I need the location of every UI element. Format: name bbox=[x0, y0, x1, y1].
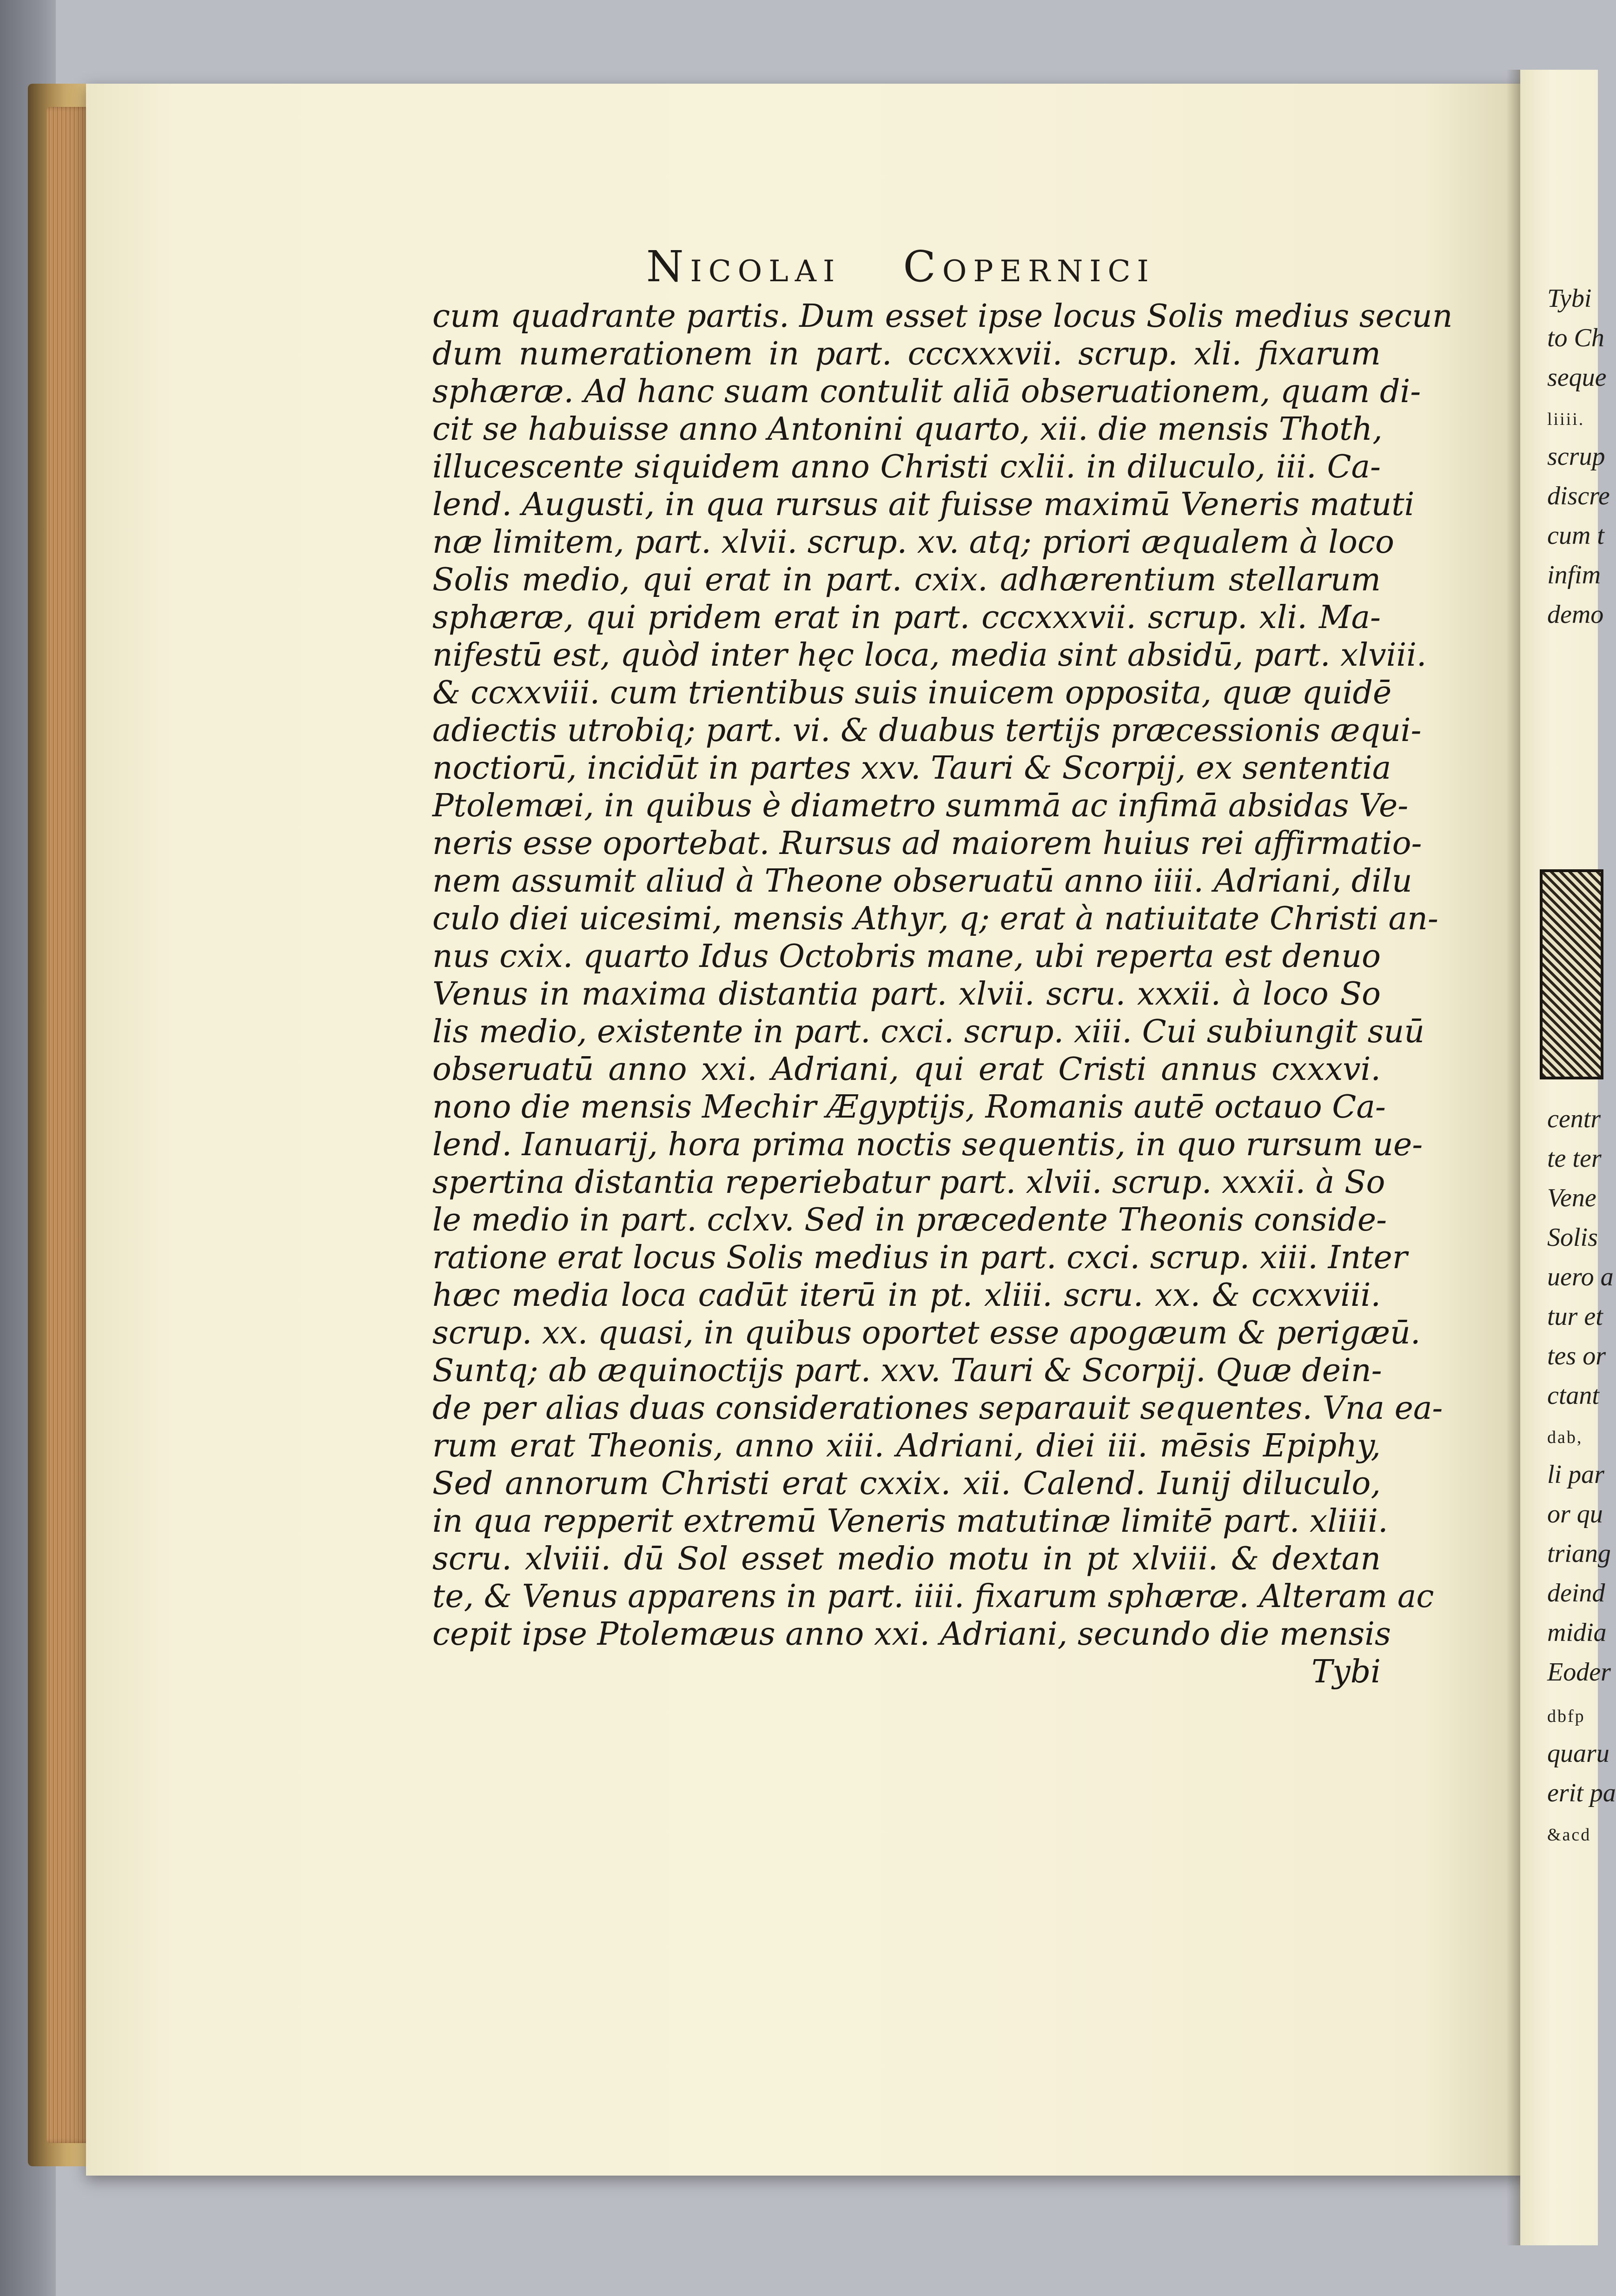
text-line: Suntq; ab æquinoctijs part. xxv. Tauri & Scorpij. Quæ dein- bbox=[432, 1352, 1382, 1389]
page-edges bbox=[46, 107, 91, 2143]
text-line: ratione erat locus Solis medius in part. cxci. scrup. xiii. Inter bbox=[432, 1239, 1408, 1276]
facing-page-fragment: centr bbox=[1547, 1105, 1601, 1133]
facing-page-fragment: or qu bbox=[1547, 1500, 1603, 1528]
running-head bbox=[646, 242, 1204, 291]
text-line: rum erat Theonis, anno xiii. Adriani, diei iii. mēsis Epiphy, bbox=[432, 1428, 1381, 1464]
running-head-word: Nicolai bbox=[646, 242, 841, 291]
text-line: & ccxxviii. cum trientibus suis inuicem opposita, quæ quidē bbox=[432, 675, 1392, 711]
facing-page-fragment: &acd bbox=[1547, 1825, 1591, 1845]
text-line: sphæræ. Ad hanc suam contulit aliā obseruationem, quam di- bbox=[432, 373, 1421, 410]
facing-page-fragment: dbfp bbox=[1547, 1707, 1585, 1726]
facing-page-fragment: triang bbox=[1547, 1539, 1611, 1568]
facing-page-fragment: to Ch bbox=[1547, 324, 1604, 352]
facing-page-fragment: demo bbox=[1547, 600, 1604, 629]
facing-page-fragment: te ter bbox=[1547, 1144, 1602, 1173]
facing-page-fragment: Vene bbox=[1547, 1184, 1596, 1212]
text-line: nono die mensis Mechir Ægyptijs, Romanis autē octauo Ca- bbox=[432, 1089, 1386, 1125]
running-head-word: Copernici bbox=[903, 242, 1155, 291]
text-line: illucescente siquidem anno Christi cxlii. in diluculo, iii. Ca- bbox=[432, 449, 1381, 485]
text-line: Ptolemæi, in quibus è diametro summā ac infimā absidas Ve- bbox=[432, 787, 1409, 824]
facing-page-fragment: deind bbox=[1547, 1579, 1605, 1608]
facing-page-fragment: infim bbox=[1547, 561, 1601, 589]
text-line: scru. xlviii. dū Sol esset medio motu in pt xlviii. & dextan bbox=[432, 1541, 1381, 1577]
catchword: Tybi bbox=[1311, 1654, 1381, 1690]
text-line: te, & Venus apparens in part. iiii. fixarum sphæræ. Alteram ac bbox=[432, 1578, 1434, 1615]
text-line: Solis medio, qui erat in part. cxix. adhærentium stellarum bbox=[432, 562, 1381, 598]
text-line: cit se habuisse anno Antonini quarto, xii. die mensis Thoth, bbox=[432, 411, 1383, 448]
text-line: næ limitem, part. xlvii. scrup. xv. atq; priori æqualem à loco bbox=[432, 524, 1394, 561]
text-line: nem assumit aliud à Theone obseruatū anno iiii. Adriani, dilu bbox=[432, 863, 1412, 900]
text-line: sphæræ, qui pridem erat in part. cccxxxvii. scrup. xli. Ma- bbox=[432, 599, 1381, 636]
facing-page-fragment: uero a bbox=[1547, 1263, 1614, 1291]
body-text bbox=[432, 298, 1453, 1691]
facing-page bbox=[1520, 70, 1616, 2245]
facing-page-fragment: scrup bbox=[1547, 442, 1605, 471]
text-line: Sed annorum Christi erat cxxix. xii. Calend. Iunij diluculo, bbox=[432, 1465, 1381, 1502]
facing-page-fragment: li par bbox=[1547, 1460, 1604, 1489]
text-line: in qua repperit extremū Veneris matutinæ limitē part. xliiii. bbox=[432, 1503, 1388, 1540]
text-line: hæc media loca cadūt iterū in pt. xliii. scru. xx. & ccxxviii. bbox=[432, 1277, 1381, 1314]
text-line: lend. Ianuarij, hora prima noctis sequentis, in quo rursum ue- bbox=[432, 1126, 1423, 1163]
facing-page-fragment: erit pa bbox=[1547, 1779, 1616, 1807]
facing-page-fragment: midia bbox=[1547, 1618, 1607, 1647]
facing-page-fragment: seque bbox=[1547, 363, 1607, 392]
facing-page-fragment: ctant bbox=[1547, 1381, 1599, 1410]
text-line: dum numerationem in part. cccxxxvii. scrup. xli. fixarum bbox=[432, 336, 1381, 372]
text-line: cum quadrante partis. Dum esset ipse locus Solis medius secun bbox=[432, 298, 1453, 335]
text-line: adiectis utrobiq; part. vi. & duabus tertijs præcessionis æqui- bbox=[432, 712, 1422, 749]
text-line: neris esse oportebat. Rursus ad maiorem huius rei affirmatio- bbox=[432, 825, 1422, 862]
facing-page-fragment: Solis bbox=[1547, 1223, 1598, 1252]
woodcut-initial bbox=[1540, 869, 1603, 1079]
facing-page-fragment: dab, bbox=[1547, 1428, 1583, 1447]
text-line: spertina distantia reperiebatur part. xlvii. scrup. xxxii. à So bbox=[432, 1164, 1385, 1201]
facing-page-fragment: Tybi bbox=[1547, 284, 1592, 313]
facing-page-fragment: discre bbox=[1547, 482, 1610, 510]
facing-page-fragment: tes or bbox=[1547, 1342, 1606, 1370]
text-line: scrup. xx. quasi, in quibus oportet esse apogæum & perigæū. bbox=[432, 1315, 1421, 1351]
facing-page-fragment: Eoder bbox=[1547, 1658, 1611, 1687]
facing-page-fragment: cum t bbox=[1547, 521, 1604, 550]
text-line: nus cxix. quarto Idus Octobris mane, ubi reperta est denuo bbox=[432, 938, 1381, 975]
text-line: obseruatū anno xxi. Adriani, qui erat Cristi annus cxxxvi. bbox=[432, 1051, 1381, 1088]
facing-page-fragment: tur et bbox=[1547, 1302, 1603, 1331]
text-line: lend. Augusti, in qua rursus ait fuisse maximū Veneris matuti bbox=[432, 486, 1415, 523]
text-line: le medio in part. cclxv. Sed in præcedente Theonis conside- bbox=[432, 1202, 1387, 1238]
text-line: culo diei uicesimi, mensis Athyr, q; erat à natiuitate Christi an- bbox=[432, 900, 1438, 937]
text-line: noctiorū, incidūt in partes xxv. Tauri & Scorpij, ex sententia bbox=[432, 750, 1391, 787]
text-line: Venus in maxima distantia part. xlvii. scru. xxxii. à loco So bbox=[432, 976, 1381, 1012]
text-line: nifestū est, quòd inter hęc loca, media sint absidū, part. xlviii. bbox=[432, 637, 1427, 674]
facing-page-fragment: quaru bbox=[1547, 1739, 1609, 1768]
text-line: lis medio, existente in part. cxci. scrup. xiii. Cui subiungit suū bbox=[432, 1013, 1425, 1050]
text-line: cepit ipse Ptolemæus anno xxi. Adriani, secundo die mensis bbox=[432, 1616, 1391, 1653]
facing-page-fragment: liiii. bbox=[1547, 410, 1585, 429]
text-line: de per alias duas considerationes separauit sequentes. Vna ea- bbox=[432, 1390, 1443, 1427]
